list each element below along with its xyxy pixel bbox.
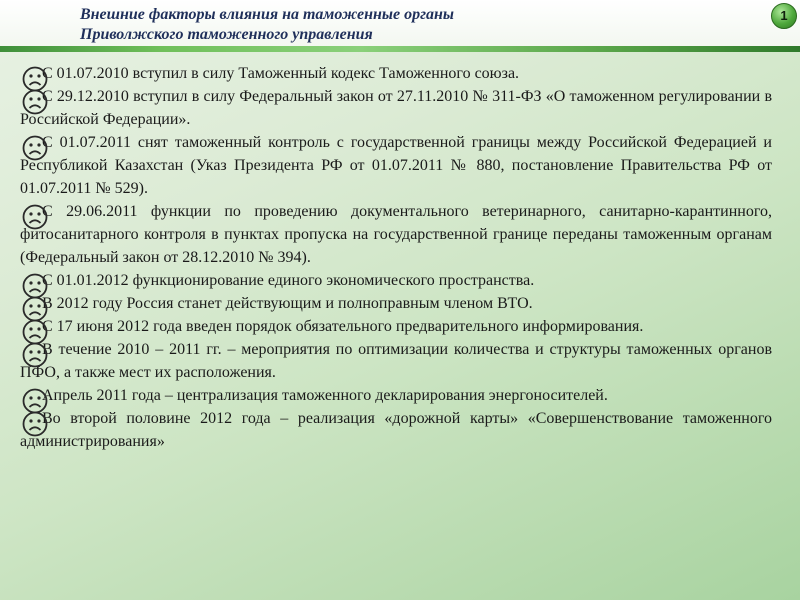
list-item (20, 315, 772, 338)
list-item-text: С 17 июня 2012 года введен порядок обязательного предварительного информирования. (42, 318, 644, 335)
list-item-text: Апрель 2011 года – централизация таможенного декларирования энергоносителей. (42, 387, 608, 404)
page-title (80, 5, 640, 45)
list-item (20, 85, 772, 131)
list-item (20, 407, 772, 453)
factors-list (20, 62, 772, 453)
list-item-text: С 29.06.2011 функции по проведению документального ветеринарного, санитарно-карантинного, фитосанитарного контроля в пунктах пропуска на государственной границе переданы таможенным органам (Федеральный закон от 28.12.2010 № 394). (20, 203, 772, 266)
title-line-2: Приволжского таможенного управления (80, 26, 373, 43)
list-item-text: С 01.01.2012 функционирование единого экономического пространства. (42, 272, 535, 289)
list-item (20, 338, 772, 384)
header-divider (0, 46, 800, 52)
list-item-text: С 01.07.2010 вступил в силу Таможенный кодекс Таможенного союза. (42, 65, 520, 82)
list-item-text: Во второй половине 2012 года – реализация «дорожной карты» «Совершенствование таможенного администрирования» (20, 410, 772, 450)
list-item (20, 384, 772, 407)
title-line-1: Внешние факторы влияния на таможенные органы (80, 6, 454, 23)
list-item (20, 62, 772, 85)
list-item-text: С 29.12.2010 вступил в силу Федеральный закон от 27.11.2010 № 311-ФЗ «О таможенном регулировании в Российской Федерации». (20, 88, 772, 128)
list-item (20, 200, 772, 269)
slide-number-badge: 1 (771, 3, 797, 29)
list-item (20, 131, 772, 200)
list-item (20, 269, 772, 292)
list-item-text: В течение 2010 – 2011 гг. – мероприятия по оптимизации количества и структуры таможенных органов ПФО, а также мест их расположения. (20, 341, 772, 381)
list-item-text: С 01.07.2011 снят таможенный контроль с государственной границы между Российской Федерацией и Республикой Казахстан (Указ Президента РФ от 01.07.2011 № 880, постановление Правительства РФ от 01.07.2011 № 529). (20, 134, 772, 197)
list-item-text: В 2012 году Россия станет действующим и полноправным членом ВТО. (42, 295, 533, 312)
list-item (20, 292, 772, 315)
